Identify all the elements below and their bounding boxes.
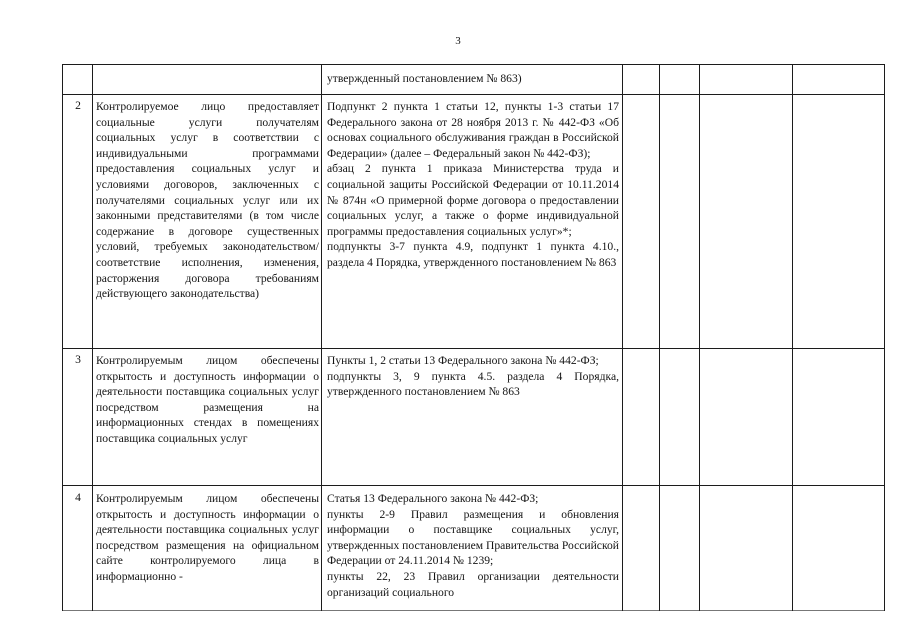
row-number: 2 [75,99,81,112]
legal-paragraph: подпункты 3-7 пункта 4.9, подпункт 1 пункта 4.10., раздела 4 Порядка, утвержденного постановлением № 863 [327,240,619,269]
legal-paragraph: пункты 22, 23 Правил организации деятельности организаций социального [327,569,619,599]
legal-paragraph: Статья 13 Федерального закона № 442-ФЗ; [327,492,539,505]
legal-paragraph: утвержденный постановлением № 863) [327,72,522,85]
requirement-text: Контролируемым лицом обеспечены открытость и доступность информации о деятельности поставщика социальных услуг посредством размещения на официальном сайте контролируемого лица в информационно - [96,492,319,583]
requirement-text: Контролируемое лицо предоставляет социальные услуги получателям социальных услуг в соответствии с индивидуальными программами предоставления социальных услуг и условиями договоров, заключенных с получателями социальных услуг или их законными представителями (в том числе содержание в договоре существенных условий, требуемых законодательством/ соответствие исполнения, изменения, расторжения договора требованиям действующего законодательства) [96,100,319,301]
column-divider [884,64,885,611]
column-divider [659,64,660,611]
row-divider [62,348,884,349]
column-divider [321,64,322,611]
requirement-cell [96,99,319,302]
continuation-legal-cell [327,71,619,87]
column-divider [792,64,793,611]
column-divider [622,64,623,611]
legal-paragraph: Пункты 1, 2 статьи 13 Федерального закона № 442-ФЗ; [327,354,599,367]
legal-paragraph: абзац 2 пункта 1 приказа Министерства труда и социальной защиты Российской Федерации от 10.11.2014 № 874н «О примерной форме договора о предоставлении социальных услуг, а также о форме индивидуальной программы предоставления социальных услуг»*; [327,162,619,238]
legal-basis-cell [327,491,619,608]
column-divider [62,64,63,611]
page-number: 3 [455,35,461,47]
requirement-cell [96,491,319,608]
requirement-cell [96,353,319,447]
row-divider [62,485,884,486]
row-number: 4 [75,491,81,504]
table-bottom-border [62,610,884,611]
legal-basis-cell [327,99,619,271]
legal-paragraph: Подпункт 2 пункта 1 статьи 12, пункты 1-3 статьи 17 Федерального закона от 28 ноября 2013 г. № 442-ФЗ «Об основах социального обслуживания граждан в Российской Федерации» (далее – Федеральный закон № 442-ФЗ); [327,100,619,160]
legal-paragraph: пункты 2-9 Правил размещения и обновления информации о поставщике социальных услуг, утвержденных постановлением Правительства Российской Федерации от 24.11.2014 № 1239; [327,507,619,568]
column-divider [699,64,700,611]
legal-basis-cell [327,353,619,400]
row-divider [62,94,884,95]
requirement-text: Контролируемым лицом обеспечены открытость и доступность информации о деятельности поставщика социальных услуг посредством размещения на информационных стендах в помещениях поставщика социальных услуг [96,354,319,445]
table-top-border [62,64,884,65]
row-number: 3 [75,353,81,366]
legal-paragraph: подпункты 3, 9 пункта 4.5. раздела 4 Порядка, утвержденного постановлением № 863 [327,369,619,399]
column-divider [92,64,93,611]
